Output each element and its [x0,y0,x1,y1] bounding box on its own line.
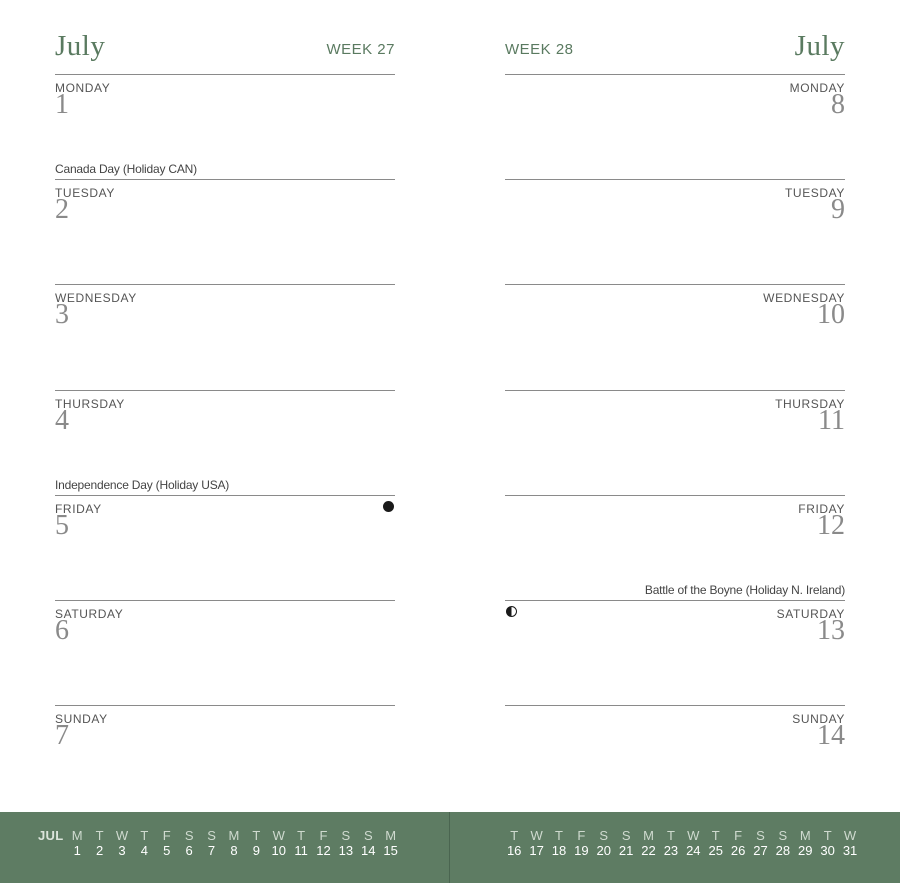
mini-calendar-date: 20 [596,843,611,858]
mini-calendar-date: 15 [383,843,398,858]
weekday-name: WEDNESDAY [763,291,845,306]
mini-calendar-weekday: S [756,828,765,843]
mini-calendar-weekday: S [621,828,631,843]
mini-calendar-date: 6 [185,843,193,858]
day-block[interactable] [505,179,845,284]
mini-calendar-weekday: S [599,828,609,843]
mini-calendar-weekday: T [666,828,675,843]
day-divider [55,179,395,180]
mini-calendar-day [503,828,525,858]
mini-calendar-weekday: W [530,828,543,843]
mini-calendar-day [615,828,637,858]
mini-calendar-day [570,828,592,858]
mini-calendar-date: 27 [753,843,768,858]
weekday-name: FRIDAY [798,501,845,516]
mini-calendar-weekday: T [510,828,519,843]
mini-calendar-weekday: T [252,828,261,843]
day-block[interactable] [55,162,395,284]
mini-calendar-weekday: W [115,828,129,843]
day-number: 1 [55,89,69,120]
day-divider [55,74,395,75]
mini-calendar-weekday: M [799,828,811,843]
weekday-name: SATURDAY [55,607,124,621]
mini-calendar-day [290,828,312,858]
mini-calendar-day [312,828,334,858]
mini-calendar-day [223,828,245,858]
mini-calendar-date: 16 [506,843,522,858]
weekday-name: SUNDAY [55,712,108,727]
mini-calendar-date: 11 [294,843,308,858]
mini-calendar-bar [0,812,900,883]
weekday-name: WEDNESDAY [55,291,137,306]
day-divider [505,495,845,496]
day-number: 4 [55,404,69,436]
day-divider [55,284,395,285]
mini-calendar-day [637,828,659,858]
left-page [55,0,395,812]
day-divider [505,705,845,706]
day-divider [505,284,845,285]
mini-calendar-day [839,828,861,858]
month-title [795,30,845,63]
mini-calendar-date: 14 [361,843,376,858]
day-divider [55,600,395,601]
mini-calendar-date: 7 [207,843,216,858]
day-number: 2 [55,194,69,226]
mini-calendar-day [335,828,357,858]
weekday-name: THURSDAY [55,396,125,411]
mini-calendar-day [245,828,267,858]
mini-calendar-date: 31 [842,843,858,858]
day-number: 3 [55,299,69,331]
holiday-note: Independence Day (Holiday USA) [55,477,230,492]
mini-calendar-date: 3 [118,843,126,858]
mini-calendar-weekday: F [319,828,328,843]
mini-calendar-weekday: T [711,828,720,843]
day-divider [55,390,395,391]
month-title-text: July [55,30,106,62]
mini-calendar-weekday: T [140,828,149,843]
right-page [505,0,845,812]
day-number: 12 [817,509,845,541]
mini-calendar-weekday: W [272,828,285,843]
mini-calendar-date: 5 [163,843,171,858]
mini-calendar-date: 23 [663,843,679,858]
footer-divider [449,812,450,883]
mini-calendar-day [156,828,178,858]
mini-calendar-day [88,828,110,858]
mini-calendar-date: 28 [775,843,791,858]
month-title-text: July [794,30,845,62]
day-block[interactable] [505,284,845,389]
day-block[interactable] [55,477,395,600]
day-number: 14 [817,720,845,752]
mini-calendar-weekday: F [577,828,586,843]
mini-calendar-day [548,828,570,858]
day-divider [55,495,395,496]
mini-calendar-date: 19 [574,843,589,858]
mini-calendar-weekday: M [643,828,654,843]
mini-calendar-day [794,828,816,858]
mini-calendar-weekday: T [297,828,306,843]
mini-calendar-weekday: T [823,828,832,843]
weekday-name: MONDAY [789,81,845,95]
mini-calendar-weekday: M [228,828,240,843]
mini-calendar-weekday: F [734,828,743,843]
day-number: 11 [818,404,845,436]
mini-calendar-day [816,828,838,858]
mini-calendar-weekday: W [687,828,700,843]
mini-calendar-date: 4 [140,843,148,858]
mini-calendar-date: 12 [316,843,331,858]
mini-calendar-day [268,828,290,858]
weekday-name: MONDAY [55,81,111,95]
mini-calendar-day [66,828,88,858]
day-divider [55,705,395,706]
weekday-name: TUESDAY [55,186,115,201]
mini-calendar-left [66,828,402,858]
weekday-name: FRIDAY [55,501,102,516]
mini-calendar-date: 25 [708,843,723,858]
mini-calendar-weekday: S [363,828,373,843]
day-number: 9 [831,194,845,226]
day-number: 13 [817,615,845,646]
mini-calendar-date: 26 [730,843,746,858]
day-block[interactable] [505,74,845,179]
mini-calendar-day [379,828,401,858]
mini-calendar-date: 21 [618,843,634,858]
mini-calendar-month: JUL [38,828,64,843]
mini-calendar-day [133,828,155,858]
mini-calendar-weekday: S [341,828,351,843]
mini-calendar-date: 8 [230,843,238,858]
mini-calendar-day [357,828,379,858]
mini-calendar-date: 13 [338,843,354,858]
day-divider [505,600,845,601]
mini-calendar-date: 1 [73,843,81,858]
mini-calendar-right [503,828,861,858]
mini-calendar-date: 9 [252,843,260,858]
mini-calendar-weekday: T [95,828,104,843]
mini-calendar-day [727,828,749,858]
day-block[interactable] [55,600,395,705]
day-block[interactable] [505,583,845,705]
mini-calendar-weekday: F [162,828,171,843]
day-block[interactable] [505,390,845,495]
holiday-note: Canada Day (Holiday CAN) [55,162,197,177]
mini-calendar-weekday: M [71,828,83,843]
weekday-name: THURSDAY [775,396,845,411]
mini-calendar-date: 2 [95,843,104,858]
week-label: WEEK 28 [505,41,574,58]
day-number: 10 [817,299,845,331]
day-number: 5 [55,509,69,541]
mini-calendar-weekday: W [843,828,857,843]
mini-calendar-day [705,828,727,858]
day-number: 6 [55,615,69,646]
month-title [55,30,105,63]
mini-calendar-date: 29 [798,843,813,858]
mini-calendar-day [200,828,222,858]
mini-calendar-weekday: S [184,828,194,843]
mini-calendar-day [749,828,771,858]
holiday-note: Battle of the Boyne (Holiday N. Ireland) [644,583,845,597]
mini-calendar-date: 10 [271,843,286,858]
weekday-name: SATURDAY [776,607,845,621]
day-number: 8 [831,89,845,120]
first-quarter-moon-icon [506,606,517,617]
mini-calendar-date: 17 [529,843,544,858]
full-moon-icon [383,501,394,512]
mini-calendar-date: 18 [551,843,567,858]
day-block[interactable] [55,705,395,810]
mini-calendar-weekday: T [555,828,563,843]
mini-calendar-day [111,828,133,858]
mini-calendar-day [525,828,547,858]
week-label: WEEK 27 [326,41,395,58]
day-block[interactable] [505,705,845,810]
mini-calendar-date: 22 [641,843,656,858]
weekday-name: TUESDAY [785,186,845,201]
day-divider [505,390,845,391]
mini-calendar-date: 24 [686,843,701,858]
day-divider [505,179,845,180]
day-divider [505,74,845,75]
mini-calendar-date: 30 [820,843,835,858]
mini-calendar-day [178,828,200,858]
mini-calendar-weekday: M [385,828,397,843]
mini-calendar-day [593,828,615,858]
mini-calendar-weekday: S [207,828,216,843]
day-block[interactable] [55,284,395,389]
mini-calendar-day [660,828,682,858]
day-number: 7 [55,720,69,752]
mini-calendar-day [682,828,704,858]
mini-calendar-day [772,828,794,858]
weekday-name: SUNDAY [792,712,845,727]
mini-calendar-weekday: S [778,828,788,843]
